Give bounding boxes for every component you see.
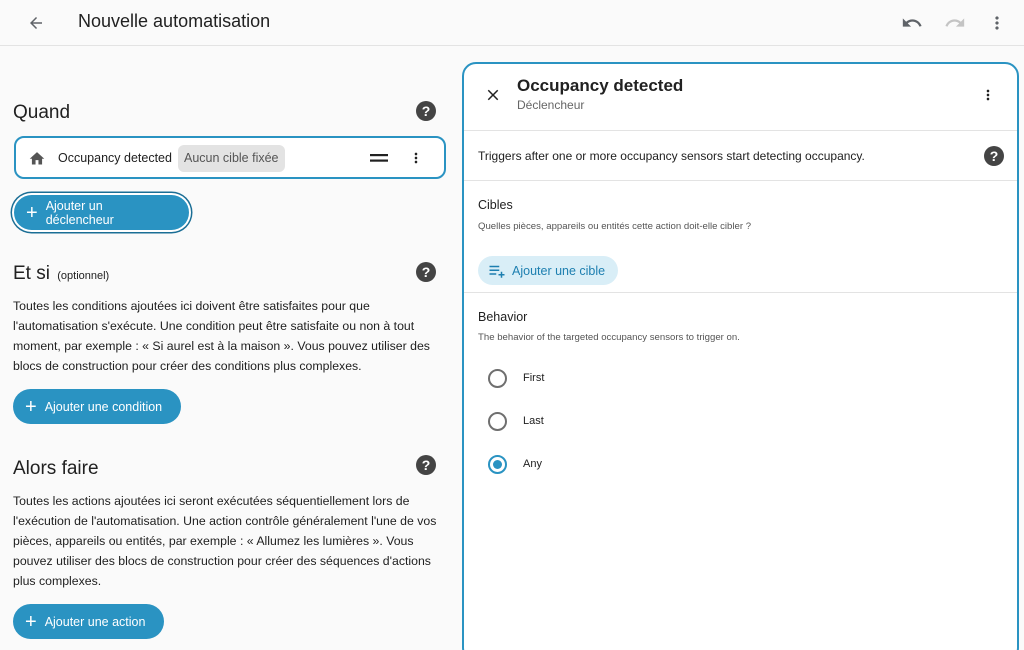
and-if-description (13, 296, 438, 376)
description-line: blocs de construction pour créer des conditions plus complexes. (13, 359, 362, 373)
description-line: Toutes les actions ajoutées ici seront exécutées séquentiellement lors de (13, 494, 410, 508)
behavior-subtitle: The behavior of the targeted occupancy sensors to trigger on. (478, 332, 740, 343)
target-chip[interactable]: Aucun cible fixée (178, 145, 285, 172)
plus-icon: + (26, 201, 38, 224)
description-line: pouvez utiliser des blocs de construction pour créer des séquences d'actions (13, 554, 431, 568)
radio-option-any[interactable] (488, 453, 542, 475)
overflow-menu-button[interactable] (983, 9, 1011, 37)
divider (464, 130, 1017, 131)
trigger-detail-panel (462, 62, 1019, 650)
section-title-and-if (13, 263, 109, 285)
home-icon (28, 150, 46, 166)
radio-label: Last (523, 415, 544, 427)
help-icon[interactable]: ? (416, 262, 436, 282)
then-do-description (13, 491, 438, 591)
description-line: l'automatisation s'exécute. Une condition peut être satisfaite ou non à tout (13, 319, 415, 333)
trigger-label: Occupancy detected (58, 151, 172, 165)
radio-button[interactable] (488, 455, 507, 474)
panel-description: Triggers after one or more occupancy sensors start detecting occupancy. (478, 149, 865, 163)
redo-icon (944, 12, 966, 34)
add-trigger-label: Ajouter un déclencheur (45, 198, 114, 227)
panel-subtitle: Déclencheur (517, 98, 585, 112)
drag-handle-icon[interactable] (370, 152, 388, 164)
more-vert-icon (987, 13, 1007, 33)
radio-button[interactable] (488, 369, 507, 388)
automation-editor (0, 47, 456, 650)
description-line: l'exécution de l'automatisation. Une action contrôle généralement l'une de vos (13, 514, 437, 528)
top-app-bar (0, 0, 1024, 46)
plus-icon: + (25, 395, 37, 418)
radio-option-last[interactable] (488, 410, 544, 432)
add-target-label: Ajouter une cible (512, 263, 606, 278)
and-if-title: Et si (13, 263, 50, 284)
add-trigger-button[interactable] (14, 195, 189, 230)
divider (464, 292, 1017, 293)
description-line: pièces, appareils ou entités, par exemple : « Allumez les lumières ». Vous (13, 534, 414, 548)
description-line: plus complexes. (13, 574, 102, 588)
radio-label: Any (523, 458, 542, 470)
radio-button[interactable] (488, 412, 507, 431)
help-icon[interactable]: ? (416, 455, 436, 475)
description-line: moment, par exemple : « Si aurel est à la maison ». Vous pouvez utiliser des (13, 339, 430, 353)
back-button[interactable] (22, 9, 50, 37)
add-action-label: Ajouter une action (44, 614, 146, 629)
section-title-then-do: Alors faire (13, 458, 99, 479)
add-action-button[interactable] (13, 604, 164, 639)
description-line: Toutes les conditions ajoutées ici doivent être satisfaites pour que (13, 299, 370, 313)
add-target-button[interactable] (478, 256, 618, 285)
targets-subtitle: Quelles pièces, appareils ou entités cette action doit-elle cibler ? (478, 221, 752, 232)
add-condition-label: Ajouter une condition (44, 399, 163, 414)
behavior-title: Behavior (478, 310, 528, 324)
undo-icon (901, 12, 923, 34)
arrow-left-icon (27, 14, 45, 32)
help-icon[interactable]: ? (984, 146, 1004, 166)
playlist-plus-icon (488, 263, 506, 279)
radio-option-first[interactable] (488, 367, 544, 389)
more-vert-icon[interactable] (980, 84, 996, 106)
panel-title: Occupancy detected (517, 76, 684, 95)
redo-button[interactable] (941, 9, 969, 37)
close-icon[interactable] (484, 86, 502, 104)
page-title: Nouvelle automatisation (78, 11, 271, 31)
more-vert-icon[interactable] (408, 148, 424, 168)
undo-button[interactable] (898, 9, 926, 37)
add-condition-button[interactable] (13, 389, 181, 424)
targets-title: Cibles (478, 198, 513, 212)
section-title-when: Quand (13, 102, 71, 123)
plus-icon: + (25, 610, 37, 633)
radio-label: First (523, 372, 545, 384)
divider (464, 180, 1017, 181)
optional-label: (optionnel) (57, 270, 110, 282)
help-icon[interactable]: ? (416, 101, 436, 121)
trigger-card[interactable] (14, 136, 446, 179)
